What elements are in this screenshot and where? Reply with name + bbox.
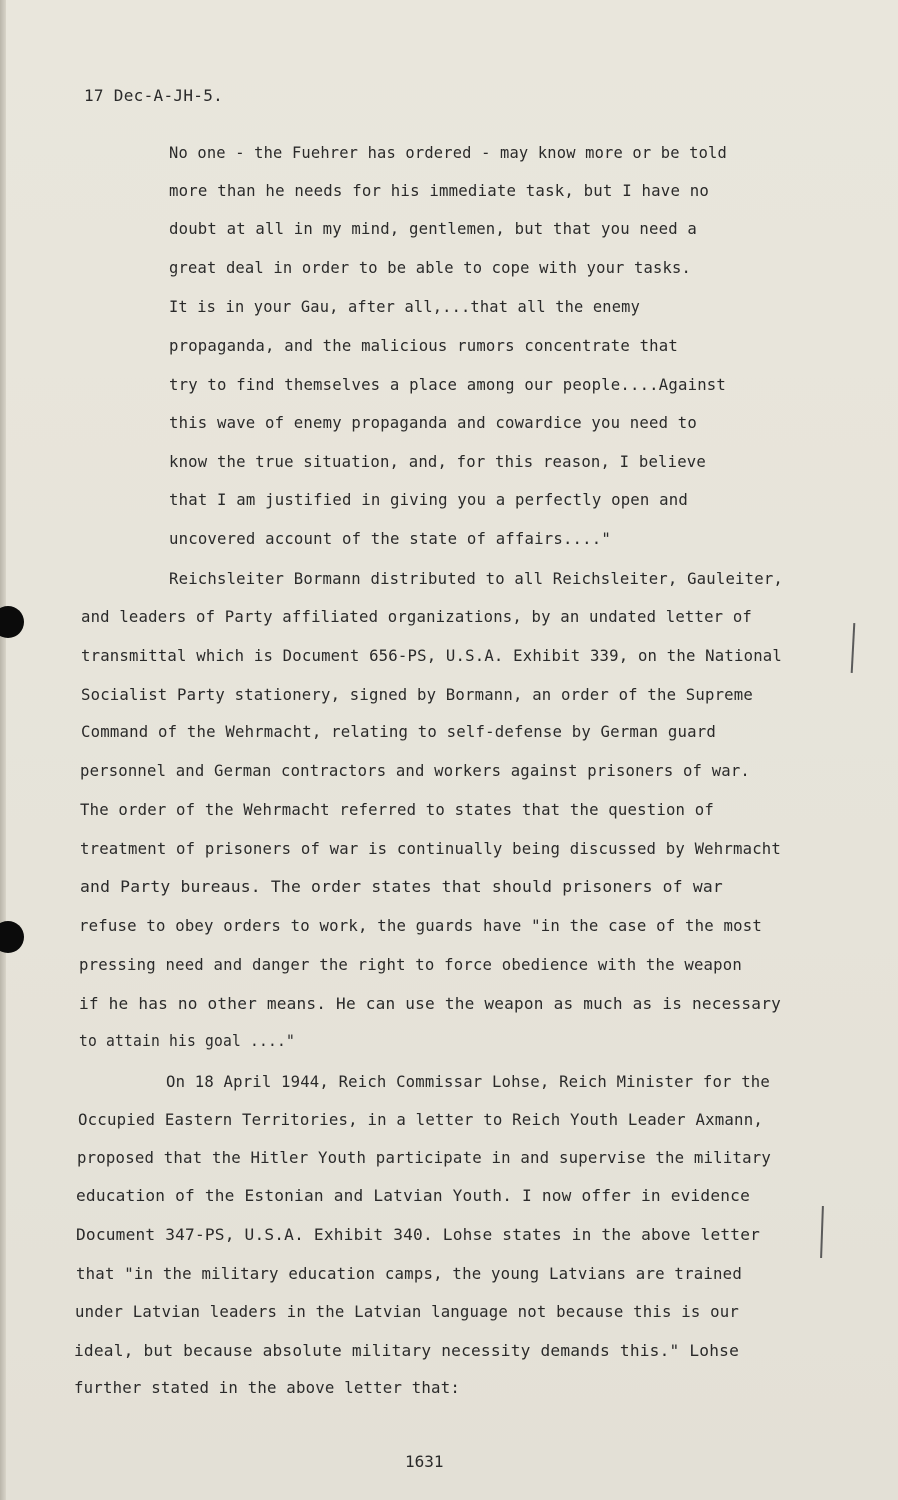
document-header-id: 17 Dec-A-JH-5.: [84, 86, 224, 105]
body-line: that "in the military education camps, the young Latvians are trained: [76, 1264, 742, 1283]
body-line: treatment of prisoners of war is continually being discussed by Wehrmacht: [80, 839, 782, 858]
margin-mark-2: [820, 1206, 824, 1258]
body-line: great deal in order to be able to cope with your tasks.: [169, 258, 691, 277]
body-line: try to find themselves a place among our people....Against: [169, 375, 727, 394]
body-line: further stated in the above letter that:: [74, 1378, 460, 1397]
body-line: under Latvian leaders in the Latvian language not because this is our: [75, 1302, 740, 1321]
body-line: No one - the Fuehrer has ordered - may know more or be told: [169, 143, 727, 162]
body-line: and Party bureaus. The order states that should prisoners of war: [80, 877, 723, 896]
punch-hole-bottom: [0, 921, 24, 953]
body-line: Occupied Eastern Territories, in a letter to Reich Youth Leader Axmann,: [78, 1110, 764, 1129]
body-line: personnel and German contractors and workers against prisoners of war.: [80, 761, 750, 780]
body-line: and leaders of Party affiliated organizations, by an undated letter of: [81, 607, 753, 626]
body-line: Socialist Party stationery, signed by Bormann, an order of the Supreme: [81, 685, 753, 704]
body-line: On 18 April 1944, Reich Commissar Lohse, Reich Minister for the: [166, 1072, 770, 1091]
body-line: education of the Estonian and Latvian Youth. I now offer in evidence: [76, 1186, 750, 1205]
body-line: proposed that the Hitler Youth participate in and supervise the military: [77, 1148, 772, 1167]
body-line: more than he needs for his immediate task, but I have no: [169, 181, 710, 200]
body-line: to attain his goal ....": [79, 1031, 296, 1050]
body-line: propaganda, and the malicious rumors concentrate that: [169, 336, 678, 355]
body-line: refuse to obey orders to work, the guards have "in the case of the most: [79, 916, 762, 935]
body-line: if he has no other means. He can use the weapon as much as is necessary: [79, 994, 781, 1013]
page-edge: [0, 0, 6, 1500]
body-line: Reichsleiter Bormann distributed to all Reichsleiter, Gauleiter,: [169, 569, 784, 588]
body-line: know the true situation, and, for this reason, I believe: [169, 452, 706, 471]
body-line: The order of the Wehrmacht referred to states that the question of: [80, 800, 714, 819]
body-line: It is in your Gau, after all,...that all the enemy: [169, 297, 640, 316]
body-line: Document 347-PS, U.S.A. Exhibit 340. Lohse states in the above letter: [76, 1225, 761, 1244]
body-line: that I am justified in giving you a perfectly open and: [169, 490, 688, 509]
body-line: this wave of enemy propaganda and cowardice you need to: [169, 413, 697, 432]
page-number: 1631: [405, 1452, 444, 1471]
body-line: transmittal which is Document 656-PS, U.S.A. Exhibit 339, on the National: [81, 646, 783, 665]
margin-mark-1: [851, 623, 856, 673]
punch-hole-top: [0, 606, 24, 638]
body-line: doubt at all in my mind, gentlemen, but that you need a: [169, 219, 697, 238]
body-line: Command of the Wehrmacht, relating to self-defense by German guard: [81, 722, 717, 741]
body-line: uncovered account of the state of affairs....": [169, 529, 611, 548]
body-line: pressing need and danger the right to force obedience with the weapon: [79, 955, 742, 974]
body-line: ideal, but because absolute military necessity demands this." Lohse: [74, 1341, 740, 1360]
